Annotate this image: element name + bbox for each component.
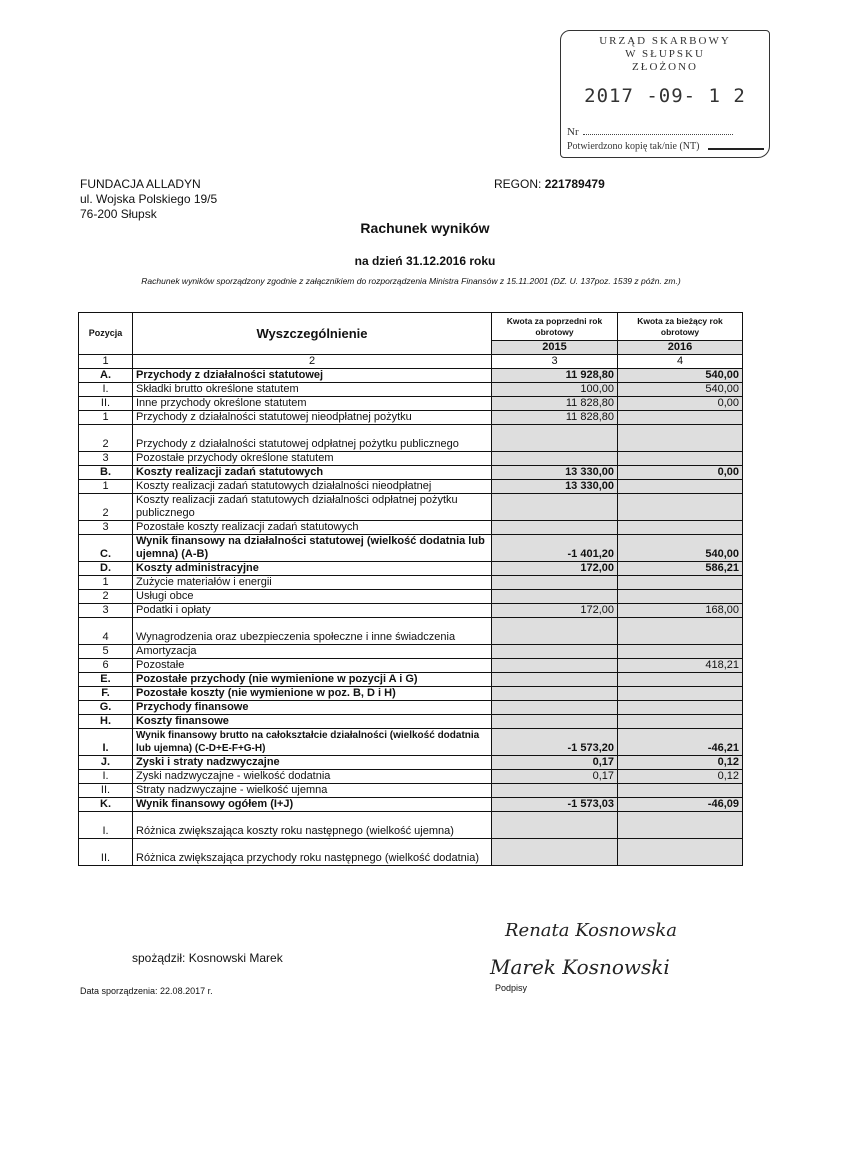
regon xyxy=(494,177,605,191)
stamp-strike-line xyxy=(708,148,764,150)
table-row xyxy=(79,590,743,604)
stamp-nr-dots xyxy=(583,134,733,135)
table-row xyxy=(79,756,743,770)
row-position: II. xyxy=(79,397,133,411)
index-3: 3 xyxy=(492,355,618,369)
row-amount-prev xyxy=(492,812,618,839)
table-row xyxy=(79,784,743,798)
table-row xyxy=(79,645,743,659)
row-label: Przychody finansowe xyxy=(133,701,492,715)
row-amount-curr xyxy=(618,839,743,866)
row-label: Różnica zwiększająca przychody roku następnego (wielkość dodatnia) xyxy=(133,839,492,866)
row-label: Pozostałe xyxy=(133,659,492,673)
table-row xyxy=(79,715,743,729)
index-2: 2 xyxy=(133,355,492,369)
row-label: Wynik finansowy ogółem (I+J) xyxy=(133,798,492,812)
row-position: 2 xyxy=(79,494,133,521)
table-row xyxy=(79,535,743,562)
stamp-date: 2017 -09- 1 2 xyxy=(584,85,746,107)
row-position: 2 xyxy=(79,590,133,604)
row-amount-prev: 0,17 xyxy=(492,770,618,784)
row-amount-prev: -1 401,20 xyxy=(492,535,618,562)
row-position: D. xyxy=(79,562,133,576)
row-position: 4 xyxy=(79,618,133,645)
row-amount-prev xyxy=(492,521,618,535)
row-amount-prev: 0,17 xyxy=(492,756,618,770)
row-amount-curr xyxy=(618,784,743,798)
table-row xyxy=(79,798,743,812)
row-amount-prev xyxy=(492,494,618,521)
row-amount-curr xyxy=(618,687,743,701)
row-amount-prev: 11 828,80 xyxy=(492,397,618,411)
table-row xyxy=(79,659,743,673)
row-amount-curr: 0,12 xyxy=(618,756,743,770)
row-amount-curr: 0,00 xyxy=(618,397,743,411)
table-row xyxy=(79,839,743,866)
row-position: B. xyxy=(79,466,133,480)
row-label: Przychody z działalności statutowej xyxy=(133,369,492,383)
year-curr: 2016 xyxy=(618,341,743,355)
table-row xyxy=(79,411,743,425)
index-1: 1 xyxy=(79,355,133,369)
legal-note: Rachunek wyników sporządzony zgodnie z załącznikiem do rozporządzenia Ministra Finansów z 15.11.2001 (DZ. U. 137poz. 1539 z późn. zm.) xyxy=(141,276,681,286)
row-amount-curr xyxy=(618,590,743,604)
table-row xyxy=(79,452,743,466)
row-position: F. xyxy=(79,687,133,701)
year-prev: 2015 xyxy=(492,341,618,355)
row-label: Różnica zwiększająca koszty roku następnego (wielkość ujemna) xyxy=(133,812,492,839)
table-body xyxy=(79,313,743,866)
row-amount-curr: 540,00 xyxy=(618,369,743,383)
stamp-status: ZŁOŻONO xyxy=(632,61,698,73)
row-position: J. xyxy=(79,756,133,770)
table-row xyxy=(79,729,743,756)
row-label: Wynik finansowy na działalności statutowej (wielkość dodatnia lub ujemna) (A-B) xyxy=(133,535,492,562)
row-amount-curr: 168,00 xyxy=(618,604,743,618)
row-amount-curr: 540,00 xyxy=(618,535,743,562)
row-position: 3 xyxy=(79,452,133,466)
row-amount-prev xyxy=(492,715,618,729)
table-row xyxy=(79,562,743,576)
table-row xyxy=(79,480,743,494)
table-row xyxy=(79,604,743,618)
table-row xyxy=(79,494,743,521)
header-pozycja: Pozycja xyxy=(79,313,133,355)
row-position: C. xyxy=(79,535,133,562)
row-amount-curr: 0,12 xyxy=(618,770,743,784)
row-label: Wynik finansowy brutto na całokształcie działalności (wielkość dodatnia lub ujemna) (C-D+E-F+G-H) xyxy=(133,729,492,756)
preparation-date: Data sporządzenia: 22.08.2017 r. xyxy=(80,986,213,996)
stamp-confirm: Potwierdzono kopię tak/nie (NT) xyxy=(567,141,700,152)
row-amount-prev: 172,00 xyxy=(492,562,618,576)
row-position: 1 xyxy=(79,411,133,425)
row-label: Pozostałe koszty realizacji zadań statutowych xyxy=(133,521,492,535)
row-amount-curr: 540,00 xyxy=(618,383,743,397)
table-row xyxy=(79,425,743,452)
row-amount-curr xyxy=(618,480,743,494)
row-position: I. xyxy=(79,729,133,756)
row-label: Amortyzacja xyxy=(133,645,492,659)
row-amount-curr xyxy=(618,494,743,521)
row-amount-curr xyxy=(618,576,743,590)
row-position: A. xyxy=(79,369,133,383)
table-row xyxy=(79,383,743,397)
report-date: na dzień 31.12.2016 roku xyxy=(354,254,496,268)
row-amount-curr: -46,09 xyxy=(618,798,743,812)
row-amount-curr xyxy=(618,452,743,466)
row-label: Podatki i opłaty xyxy=(133,604,492,618)
row-position: 6 xyxy=(79,659,133,673)
row-position: E. xyxy=(79,673,133,687)
signatures-label: Podpisy xyxy=(495,983,528,993)
row-amount-prev: -1 573,20 xyxy=(492,729,618,756)
row-position: 3 xyxy=(79,604,133,618)
row-label: Przychody z działalności statutowej nieodpłatnej pożytku xyxy=(133,411,492,425)
row-amount-prev xyxy=(492,590,618,604)
index-4: 4 xyxy=(618,355,743,369)
row-label: Przychody z działalności statutowej odpłatnej pożytku publicznego xyxy=(133,425,492,452)
row-amount-prev: 100,00 xyxy=(492,383,618,397)
page-title: Rachunek wyników xyxy=(360,220,490,236)
organization-address xyxy=(80,177,217,222)
row-amount-curr xyxy=(618,715,743,729)
row-amount-curr xyxy=(618,645,743,659)
row-amount-prev: 172,00 xyxy=(492,604,618,618)
org-city: 76-200 Słupsk xyxy=(80,207,157,221)
table-row xyxy=(79,673,743,687)
row-amount-curr xyxy=(618,411,743,425)
row-position: H. xyxy=(79,715,133,729)
header-wyszczegolnienie: Wyszczególnienie xyxy=(133,313,492,355)
org-street: ul. Wojska Polskiego 19/5 xyxy=(80,192,218,206)
row-amount-curr xyxy=(618,425,743,452)
row-amount-curr: 586,21 xyxy=(618,562,743,576)
row-position: 5 xyxy=(79,645,133,659)
stamp-city: W SŁUPSKU xyxy=(625,48,705,60)
stamp-nr-label: Nr xyxy=(567,126,579,138)
table-row xyxy=(79,812,743,839)
table-row xyxy=(79,770,743,784)
row-position: 2 xyxy=(79,425,133,452)
table-row xyxy=(79,701,743,715)
table-row xyxy=(79,521,743,535)
row-label: Koszty administracyjne xyxy=(133,562,492,576)
row-amount-prev xyxy=(492,645,618,659)
row-label: Straty nadzwyczajne - wielkość ujemna xyxy=(133,784,492,798)
table-row xyxy=(79,687,743,701)
row-amount-prev xyxy=(492,425,618,452)
stamp-nr xyxy=(567,126,733,138)
row-amount-curr: 0,00 xyxy=(618,466,743,480)
row-amount-prev xyxy=(492,576,618,590)
row-amount-prev: 11 828,80 xyxy=(492,411,618,425)
header-curr-year: Kwota za bieżący rok obrotowy xyxy=(618,313,743,341)
row-label: Pozostałe przychody (nie wymienione w pozycji A i G) xyxy=(133,673,492,687)
row-label: Pozostałe koszty (nie wymienione w poz. B, D i H) xyxy=(133,687,492,701)
table-row xyxy=(79,397,743,411)
row-amount-prev xyxy=(492,673,618,687)
table-row xyxy=(79,618,743,645)
row-label: Usługi obce xyxy=(133,590,492,604)
row-amount-curr: 418,21 xyxy=(618,659,743,673)
row-label: Zyski i straty nadzwyczajne xyxy=(133,756,492,770)
row-amount-curr: -46,21 xyxy=(618,729,743,756)
prepared-by: spożądził: Kosnowski Marek xyxy=(132,951,283,965)
row-amount-curr xyxy=(618,673,743,687)
regon-label: REGON: xyxy=(494,177,542,191)
tax-office-stamp xyxy=(560,30,770,158)
row-label: Koszty realizacji zadań statutowych xyxy=(133,466,492,480)
row-amount-prev xyxy=(492,687,618,701)
org-name: FUNDACJA ALLADYN xyxy=(80,177,201,191)
row-amount-prev: 13 330,00 xyxy=(492,480,618,494)
row-position: II. xyxy=(79,839,133,866)
row-amount-curr xyxy=(618,521,743,535)
row-amount-prev xyxy=(492,839,618,866)
row-position: I. xyxy=(79,812,133,839)
row-amount-curr xyxy=(618,701,743,715)
row-label: Wynagrodzenia oraz ubezpieczenia społeczne i inne świadczenia xyxy=(133,618,492,645)
regon-number: 221789479 xyxy=(544,177,605,191)
row-amount-curr xyxy=(618,618,743,645)
row-amount-curr xyxy=(618,812,743,839)
stamp-office: URZĄD SKARBOWY xyxy=(599,35,731,47)
row-position: 3 xyxy=(79,521,133,535)
row-amount-prev xyxy=(492,618,618,645)
row-label: Koszty finansowe xyxy=(133,715,492,729)
row-amount-prev: -1 573,03 xyxy=(492,798,618,812)
income-statement-table xyxy=(78,312,743,866)
row-label: Koszty realizacji zadań statutowych działalności odpłatnej pożytku publicznego xyxy=(133,494,492,521)
row-label: Inne przychody określone statutem xyxy=(133,397,492,411)
header-row xyxy=(79,313,743,341)
row-position: 1 xyxy=(79,480,133,494)
row-label: Koszty realizacji zadań statutowych działalności nieodpłatnej xyxy=(133,480,492,494)
row-amount-prev xyxy=(492,452,618,466)
index-row xyxy=(79,355,743,369)
row-label: Zyski nadzwyczajne - wielkość dodatnia xyxy=(133,770,492,784)
row-position: 1 xyxy=(79,576,133,590)
row-position: I. xyxy=(79,383,133,397)
row-label: Składki brutto określone statutem xyxy=(133,383,492,397)
row-position: I. xyxy=(79,770,133,784)
header-prev-year: Kwota za poprzedni rok obrotowy xyxy=(492,313,618,341)
row-amount-prev: 13 330,00 xyxy=(492,466,618,480)
row-amount-prev xyxy=(492,701,618,715)
row-label: Pozostałe przychody określone statutem xyxy=(133,452,492,466)
row-amount-prev xyxy=(492,784,618,798)
row-position: K. xyxy=(79,798,133,812)
row-label: Zużycie materiałów i energii xyxy=(133,576,492,590)
signature-2: Marek Kosnowski xyxy=(490,955,670,979)
row-position: G. xyxy=(79,701,133,715)
table-row xyxy=(79,576,743,590)
row-amount-prev xyxy=(492,659,618,673)
row-position: II. xyxy=(79,784,133,798)
table-row xyxy=(79,466,743,480)
signature-1: Renata Kosnowska xyxy=(505,920,677,941)
table-row xyxy=(79,369,743,383)
row-amount-prev: 11 928,80 xyxy=(492,369,618,383)
